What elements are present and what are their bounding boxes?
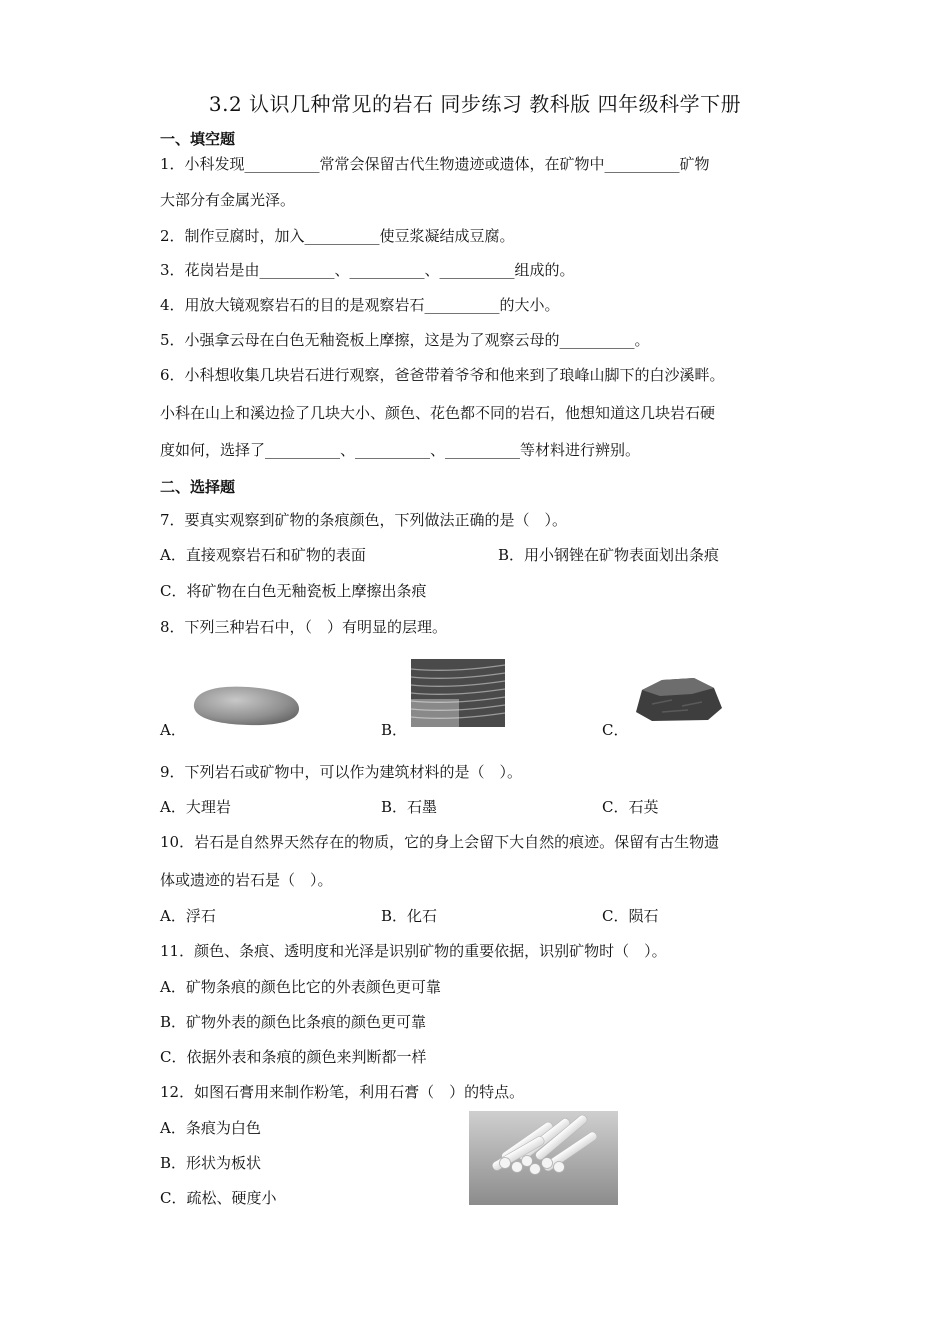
question-9-option-b: B．石墨: [381, 798, 438, 816]
question-7-option-c: C．将矿物在白色无釉瓷板上摩擦出条痕: [160, 582, 427, 600]
question-1-line-1: 1．小科发现__________常常会保留古代生物遗迹或遗体，在矿物中__________矿物: [160, 155, 710, 173]
question-9-option-c: C．石英: [602, 798, 659, 816]
question-3: 3．花岗岩是由__________、__________、__________组成的。: [160, 261, 575, 279]
chalk-sticks-image: [469, 1111, 618, 1205]
question-9: 9．下列岩石或矿物中，可以作为建筑材料的是（ ）。: [160, 763, 523, 781]
question-7-option-a: A．直接观察岩石和矿物的表面: [160, 546, 366, 564]
question-6-line-2: 小科在山上和溪边捡了几块大小、颜色、花色都不同的岩石，他想知道这几块岩石硬: [160, 404, 716, 422]
question-6-line-3: 度如何，选择了__________、__________、__________等材料进行辨别。: [160, 441, 641, 459]
page-title: 3.2 认识几种常见的岩石 同步练习 教科版 四年级科学下册: [208, 92, 742, 116]
layered-rock-image: [411, 659, 505, 727]
dark-rock-image: [632, 674, 724, 724]
question-1-line-2: 大部分有金属光泽。: [160, 191, 296, 209]
question-8: 8．下列三种岩石中，（ ）有明显的层理。: [160, 618, 448, 636]
question-5: 5．小强拿云母在白色无釉瓷板上摩擦，这是为了观察云母的__________。: [160, 331, 650, 349]
question-6-line-1: 6．小科想收集几块岩石进行观察，爸爸带着爷爷和他来到了琅峰山脚下的白沙溪畔。: [160, 366, 725, 384]
question-11: 11．颜色、条痕、透明度和光泽是识别矿物的重要依据，识别矿物时（ ）。: [160, 942, 667, 960]
pebble-rock-image: [188, 682, 302, 728]
question-9-option-a: A．大理岩: [160, 798, 231, 816]
section-heading-fill-blank: 一、填空题: [160, 130, 236, 148]
question-11-option-a: A．矿物条痕的颜色比它的外表颜色更可靠: [160, 978, 441, 996]
question-10-option-a: A．浮石: [160, 907, 216, 925]
question-8-option-c: C．: [602, 721, 629, 739]
question-2: 2．制作豆腐时，加入__________使豆浆凝结成豆腐。: [160, 227, 515, 245]
question-10-line-2: 体或遗迹的岩石是（ ）。: [160, 871, 333, 889]
question-12-option-b: B．形状为板状: [160, 1154, 262, 1172]
section-heading-choice: 二、选择题: [160, 478, 236, 496]
question-10-line-1: 10．岩石是自然界天然存在的物质，它的身上会留下大自然的痕迹。保留有古生物遗: [160, 833, 720, 851]
question-8-option-a: A．: [160, 721, 186, 739]
question-7: 7．要真实观察到矿物的条痕颜色，下列做法正确的是（ ）。: [160, 511, 568, 529]
question-7-option-b: B．用小钢锉在矿物表面划出条痕: [498, 546, 720, 564]
question-12-option-a: A．条痕为白色: [160, 1119, 261, 1137]
question-4: 4．用放大镜观察岩石的目的是观察岩石__________的大小。: [160, 296, 560, 314]
question-12: 12．如图石膏用来制作粉笔，利用石膏（ ）的特点。: [160, 1083, 525, 1101]
question-10-option-c: C．陨石: [602, 907, 659, 925]
question-10-option-b: B．化石: [381, 907, 438, 925]
question-11-option-b: B．矿物外表的颜色比条痕的颜色更可靠: [160, 1013, 427, 1031]
question-12-option-c: C．疏松、硬度小: [160, 1189, 277, 1207]
question-8-option-b: B．: [381, 721, 408, 739]
question-11-option-c: C．依据外表和条痕的颜色来判断都一样: [160, 1048, 427, 1066]
